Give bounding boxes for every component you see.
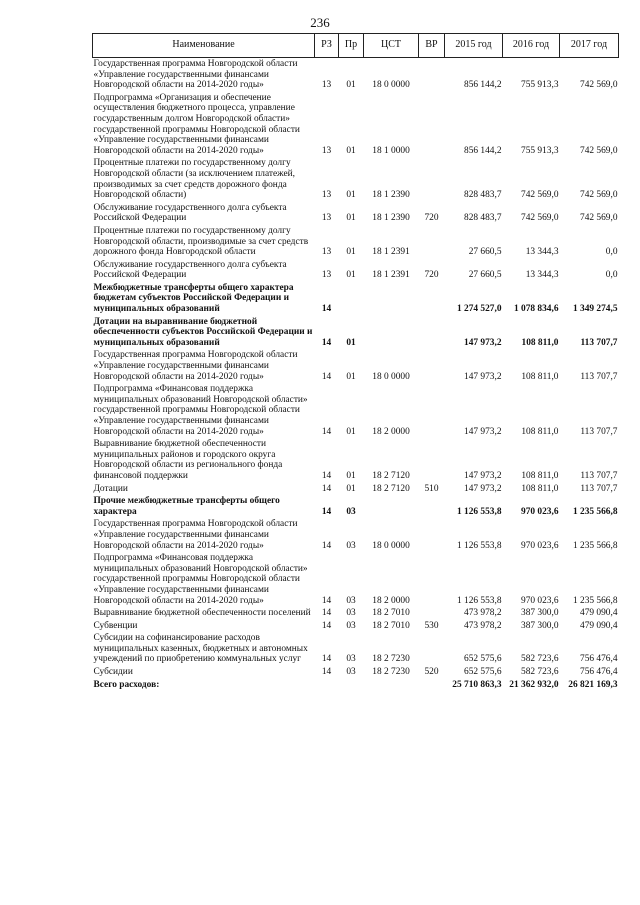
- row-name-cell: Межбюджетные трансферты общего характера бюджетам субъектов Российской Федерации и муниципальных образований: [93, 282, 294, 315]
- row-2015-cell: 1 126 553,8: [456, 540, 502, 551]
- table-row: [93, 202, 619, 225]
- row-vr-cell: [419, 632, 445, 666]
- row-name-cell: Подпрограмма «Финансовая поддержка муниципальных образований Новгородской области» государственной программы Новгородской области «Управление государственными финансами Новгородской области на 2014-2020 годы»: [93, 553, 308, 606]
- row-cst-cell: 18 1 2391: [372, 247, 410, 258]
- row-2017-cell: 113 707,7: [580, 483, 618, 494]
- row-2017-cell: 756 476,4: [580, 667, 618, 678]
- row-vr-cell: 720: [424, 270, 439, 281]
- table-row: [93, 92, 619, 158]
- row-rz-cell: 13: [321, 190, 332, 201]
- row-2015-cell: 147 973,2: [464, 483, 502, 494]
- row-pr-cell: [339, 282, 364, 316]
- row-2016-cell: 582 723,6: [521, 667, 559, 678]
- row-2017-cell: 1 349 274,5: [572, 304, 618, 315]
- row-cst-cell: 18 1 2390: [372, 213, 410, 224]
- row-2015-cell: 147 973,2: [464, 470, 502, 481]
- row-name-cell: Дотации: [93, 483, 128, 494]
- table-row: [93, 383, 619, 438]
- table-row: [93, 495, 619, 518]
- row-vr-cell: [419, 607, 445, 620]
- row-2016-cell: 387 300,0: [521, 620, 559, 631]
- row-2017-cell: 113 707,7: [580, 426, 618, 437]
- row-rz-cell: 14: [321, 470, 332, 481]
- row-name-cell: Государственная программа Новгородской области «Управление государственными финансами Новгородской области на 2014-2020 годы»: [93, 519, 298, 551]
- row-vr-cell: [419, 92, 445, 158]
- row-pr-cell: 01: [346, 470, 356, 481]
- table-body: [93, 58, 619, 692]
- row-rz-cell: 13: [321, 213, 332, 224]
- row-pr-cell: 01: [346, 371, 356, 382]
- row-cst-cell: 18 1 0000: [372, 145, 410, 156]
- row-2016-cell: 387 300,0: [521, 608, 559, 619]
- row-2015-cell: 1 126 553,8: [456, 595, 502, 606]
- table-row: [93, 632, 619, 666]
- row-vr-cell: [419, 438, 445, 482]
- row-name-cell: Субсидии: [93, 667, 133, 678]
- row-cst-cell: 18 2 7230: [372, 654, 410, 665]
- table-row: [93, 282, 619, 316]
- row-2015-cell: 652 575,6: [464, 654, 502, 665]
- table-row: [93, 666, 619, 679]
- row-vr-cell: [419, 518, 445, 552]
- table-row: [93, 58, 619, 92]
- col-header-2015: 2015 год: [445, 34, 503, 58]
- row-pr-cell: 01: [346, 213, 356, 224]
- row-2015-cell: 828 483,7: [464, 213, 502, 224]
- row-2015-cell: 856 144,2: [464, 145, 502, 156]
- row-vr-cell: 720: [424, 213, 439, 224]
- row-cst-cell: [364, 316, 419, 350]
- row-name-cell: Обслуживание государственного долга субъекта Российской Федерации: [93, 259, 287, 281]
- row-2016-cell: 970 023,6: [521, 540, 559, 551]
- table-header-row: [93, 34, 619, 58]
- row-name-cell: Подпрограмма «Организация и обеспечение осуществления бюджетного процесса, управление государственным долгом Новгородской области» государственной программы Новгородской области «Управление государственными финансами Новгородской области на 2014-2020 годы»: [93, 92, 300, 156]
- row-rz-cell: 14: [321, 371, 332, 382]
- col-header-2017: 2017 год: [560, 34, 619, 58]
- row-rz-cell: 14: [321, 426, 332, 437]
- row-cst-cell: 18 2 0000: [372, 426, 410, 437]
- row-cst-cell: [364, 282, 419, 316]
- expenditure-table: [92, 33, 619, 691]
- row-pr-cell: 01: [346, 247, 356, 258]
- col-header-name: Наименование: [93, 34, 315, 58]
- table-row: [93, 349, 619, 383]
- table-row: [93, 259, 619, 282]
- row-2016-cell: 970 023,6: [521, 595, 559, 606]
- row-rz-cell: 14: [321, 667, 332, 678]
- row-2016-cell: 108 811,0: [521, 483, 559, 494]
- row-2015-cell: 147 973,2: [464, 337, 502, 348]
- row-2015-cell: 473 978,2: [464, 620, 502, 631]
- row-pr-cell: 01: [346, 337, 356, 348]
- row-rz-cell: 14: [321, 483, 332, 494]
- row-2015-cell: 1 126 553,8: [456, 506, 502, 517]
- table-row: [93, 483, 619, 496]
- row-cst-cell: [364, 679, 419, 692]
- row-cst-cell: 18 0 0000: [372, 540, 410, 551]
- row-2017-cell: 0,0: [605, 270, 618, 281]
- row-cst-cell: 18 0 0000: [372, 80, 410, 91]
- row-rz-cell: 14: [321, 654, 332, 665]
- row-pr-cell: 01: [346, 270, 356, 281]
- row-name-cell: Подпрограмма «Финансовая поддержка муниципальных образований Новгородской области» государственной программы Новгородской области «Управление государственными финансами Новгородской области на 2014-2020 годы»: [93, 384, 308, 437]
- row-rz-cell: 14: [321, 337, 332, 348]
- col-header-cst: ЦСТ: [364, 34, 419, 58]
- page-number: 236: [310, 15, 330, 30]
- row-name-cell: Субвенции: [93, 620, 138, 631]
- row-name-cell: Всего расходов:: [93, 679, 160, 690]
- row-2015-cell: 652 575,6: [464, 667, 502, 678]
- row-rz-cell: 14: [321, 540, 332, 551]
- row-2017-cell: 742 569,0: [580, 145, 618, 156]
- row-2017-cell: 0,0: [605, 247, 618, 258]
- row-2017-cell: 742 569,0: [580, 190, 618, 201]
- row-cst-cell: 18 2 7230: [372, 667, 410, 678]
- table-row: [93, 679, 619, 692]
- table-row: [93, 607, 619, 620]
- row-name-cell: Прочие межбюджетные трансферты общего характера: [93, 496, 280, 517]
- row-cst-cell: 18 1 2390: [372, 190, 410, 201]
- row-rz-cell: 13: [321, 145, 332, 156]
- row-rz-cell: 13: [321, 270, 332, 281]
- row-rz-cell: 14: [321, 506, 332, 517]
- row-name-cell: Процентные платежи по государственному долгу Новгородской области, производимые за счет средств дорожного фонда Новгородской области: [93, 225, 309, 258]
- row-2016-cell: 582 723,6: [521, 654, 559, 665]
- row-name-cell: Государственная программа Новгородской области «Управление государственными финансами Новгородской области на 2014-2020 годы»: [93, 59, 298, 91]
- row-2017-cell: 479 090,4: [580, 608, 618, 619]
- row-vr-cell: 520: [424, 667, 439, 678]
- row-2015-cell: 25 710 863,3: [452, 679, 502, 690]
- row-vr-cell: [419, 495, 445, 518]
- row-vr-cell: [419, 58, 445, 92]
- row-2017-cell: 1 235 566,8: [572, 540, 618, 551]
- row-pr-cell: 03: [346, 608, 356, 619]
- row-pr-cell: 01: [346, 190, 356, 201]
- row-rz-cell: 14: [321, 608, 332, 619]
- row-cst-cell: 18 1 2391: [372, 270, 410, 281]
- row-vr-cell: 510: [424, 483, 439, 494]
- row-2016-cell: 755 913,3: [521, 145, 559, 156]
- row-2017-cell: 113 707,7: [580, 470, 618, 481]
- row-2015-cell: 856 144,2: [464, 80, 502, 91]
- row-2016-cell: 970 023,6: [521, 506, 559, 517]
- row-2015-cell: 473 978,2: [464, 608, 502, 619]
- table-row: [93, 438, 619, 482]
- row-pr-cell: 03: [346, 654, 356, 665]
- row-rz-cell: 13: [321, 247, 332, 258]
- row-rz-cell: 14: [321, 595, 332, 606]
- row-name-cell: Обслуживание государственного долга субъекта Российской Федерации: [93, 202, 287, 224]
- row-name-cell: Выравнивание бюджетной обеспеченности муниципальных районов и городского округа Новгородской области из регионального фонда финансовой поддержки: [93, 439, 283, 481]
- table-row: [93, 552, 619, 607]
- row-rz-cell: 14: [321, 620, 332, 631]
- row-2016-cell: 755 913,3: [521, 80, 559, 91]
- row-2017-cell: 742 569,0: [580, 80, 618, 91]
- row-pr-cell: 03: [346, 620, 356, 631]
- row-2016-cell: 1 078 834,6: [513, 304, 559, 315]
- row-vr-cell: [419, 383, 445, 438]
- row-pr-cell: 03: [346, 506, 356, 517]
- row-pr-cell: 03: [346, 540, 356, 551]
- row-2016-cell: 742 569,0: [521, 190, 559, 201]
- table-row: [93, 620, 619, 633]
- row-vr-cell: [419, 282, 445, 316]
- col-header-vr: ВР: [419, 34, 445, 58]
- row-name-cell: Выравнивание бюджетной обеспеченности поселений: [93, 608, 311, 619]
- row-cst-cell: 18 2 7120: [372, 470, 410, 481]
- row-2017-cell: 113 707,7: [580, 337, 618, 348]
- row-vr-cell: [419, 316, 445, 350]
- row-2015-cell: 1 274 527,0: [456, 304, 502, 315]
- row-vr-cell: [419, 349, 445, 383]
- row-rz-cell: 14: [321, 304, 332, 315]
- row-2016-cell: 108 811,0: [521, 371, 559, 382]
- row-cst-cell: 18 2 7120: [372, 483, 410, 494]
- row-name-cell: Субсидии на софинансирование расходов муниципальных казенных, бюджетных и автономных учреждений по приобретению коммунальных услуг: [93, 633, 308, 665]
- row-vr-cell: [419, 679, 445, 692]
- row-name-cell: Процентные платежи по государственному долгу Новгородской области (за исключением платежей, производимых за счет средств дорожного фонда Новгородской области): [93, 158, 296, 201]
- row-pr-cell: [339, 679, 364, 692]
- row-2016-cell: 21 362 932,0: [509, 679, 559, 690]
- row-2017-cell: 756 476,4: [580, 654, 618, 665]
- row-vr-cell: [419, 552, 445, 607]
- row-2016-cell: 13 344,3: [525, 270, 559, 281]
- row-2016-cell: 108 811,0: [521, 470, 559, 481]
- table-row: [93, 316, 619, 350]
- row-2017-cell: 742 569,0: [580, 213, 618, 224]
- row-2015-cell: 27 660,5: [468, 270, 502, 281]
- row-cst-cell: 18 2 0000: [372, 595, 410, 606]
- row-pr-cell: 01: [346, 80, 356, 91]
- row-vr-cell: [419, 225, 445, 259]
- row-name-cell: Государственная программа Новгородской области «Управление государственными финансами Новгородской области на 2014-2020 годы»: [93, 350, 298, 382]
- row-vr-cell: 530: [424, 620, 439, 631]
- row-pr-cell: 01: [346, 483, 356, 494]
- table-row: [93, 518, 619, 552]
- row-2015-cell: 27 660,5: [468, 247, 502, 258]
- row-cst-cell: 18 2 7010: [372, 608, 410, 619]
- row-vr-cell: [419, 157, 445, 201]
- col-header-rz: РЗ: [315, 34, 339, 58]
- row-pr-cell: 01: [346, 426, 356, 437]
- row-2015-cell: 147 973,2: [464, 371, 502, 382]
- row-cst-cell: 18 2 7010: [372, 620, 410, 631]
- row-rz-cell: [315, 679, 339, 692]
- row-2016-cell: 108 811,0: [521, 337, 559, 348]
- row-2016-cell: 13 344,3: [525, 247, 559, 258]
- row-cst-cell: [364, 495, 419, 518]
- row-pr-cell: 03: [346, 595, 356, 606]
- row-2016-cell: 742 569,0: [521, 213, 559, 224]
- row-pr-cell: 01: [346, 145, 356, 156]
- table-row: [93, 157, 619, 201]
- col-header-pr: Пр: [339, 34, 364, 58]
- row-2017-cell: 113 707,7: [580, 371, 618, 382]
- row-rz-cell: 13: [321, 80, 332, 91]
- col-header-2016: 2016 год: [503, 34, 560, 58]
- table-row: [93, 225, 619, 259]
- row-2016-cell: 108 811,0: [521, 426, 559, 437]
- row-2015-cell: 828 483,7: [464, 190, 502, 201]
- row-pr-cell: 03: [346, 667, 356, 678]
- row-2015-cell: 147 973,2: [464, 426, 502, 437]
- row-name-cell: Дотации на выравнивание бюджетной обеспеченности субъектов Российской Федерации и муниципальных образований: [93, 316, 313, 348]
- row-2017-cell: 1 235 566,8: [572, 506, 618, 517]
- row-cst-cell: 18 0 0000: [372, 371, 410, 382]
- row-2017-cell: 479 090,4: [580, 620, 618, 631]
- row-2017-cell: 1 235 566,8: [572, 595, 618, 606]
- row-2017-cell: 26 821 169,3: [568, 679, 618, 690]
